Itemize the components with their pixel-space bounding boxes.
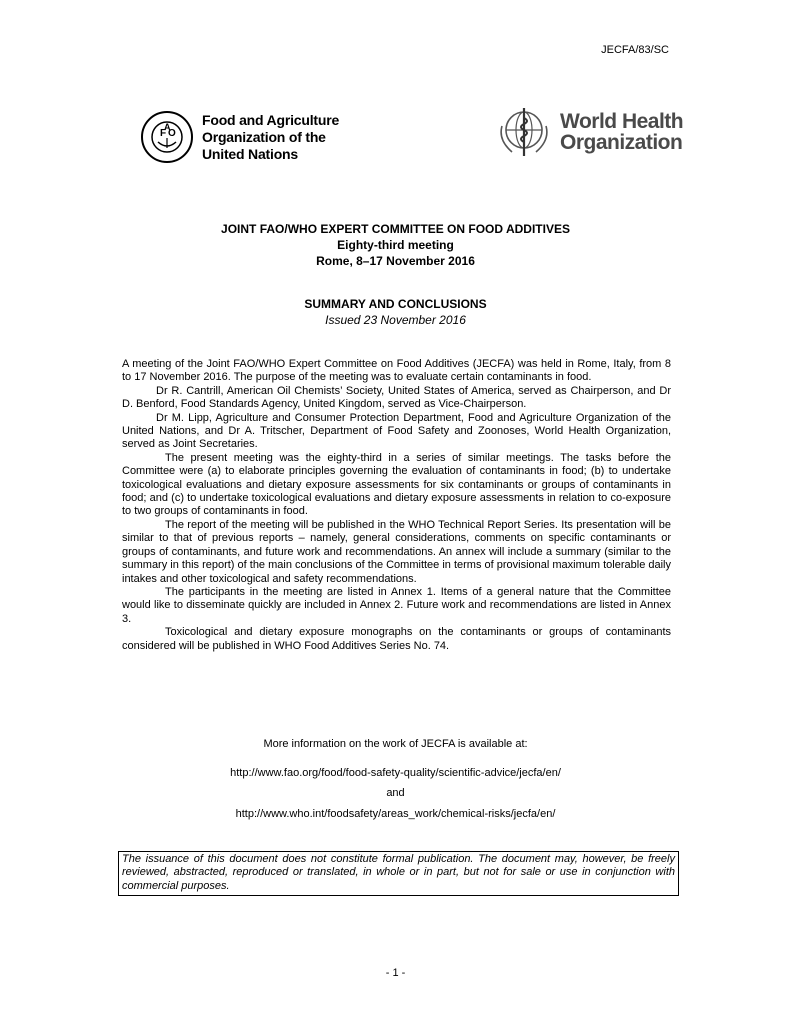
fao-name-line3: United Nations	[202, 145, 298, 162]
issued-date: Issued 23 November 2016	[325, 313, 466, 327]
who-jecfa-link[interactable]: http://www.who.int/foodsafety/areas_work/chemical-risks/jecfa/en/	[235, 808, 556, 820]
paragraph: A meeting of the Joint FAO/WHO Expert Committee on Food Additives (JECFA) was held in Rome, Italy, from 8 to 17 November 2016. The purpose of the meeting was to evaluate certain contaminants in food.	[122, 358, 671, 384]
more-info-intro: More information on the work of JECFA is available at:	[263, 738, 528, 750]
paragraph: The present meeting was the eighty-third in a series of similar meetings. The tasks before the Committee were (a) to elaborate principles governing the evaluation of contaminants in food; (b) to undertake toxicological evaluations and dietary exposure assessments for six contaminants or groups of contaminants in food; and (c) to undertake toxicological evaluations and dietary exposure assessments in relation to co-exposure to two groups of contaminants in food.	[122, 451, 671, 518]
paragraph: Toxicological and dietary exposure monographs on the contaminants or groups of contaminants considered will be published in WHO Food Additives Series No. 74.	[122, 626, 671, 652]
heading-line1: JOINT FAO/WHO EXPERT COMMITTEE ON FOOD ADDITIVES	[221, 222, 570, 236]
fao-logo	[140, 110, 339, 164]
fao-emblem-icon	[140, 110, 194, 164]
fao-name-line1: Food and Agriculture	[202, 111, 340, 128]
fao-name-line2: Organization of the	[202, 128, 326, 145]
who-logo	[494, 104, 683, 160]
paragraph: Dr R. Cantrill, American Oil Chemists’ Society, United States of America, served as Chairperson, and Dr D. Benford, Food Standards Agency, United Kingdom, served as Vice-Chairperson.	[122, 384, 671, 411]
disclaimer-box: The issuance of this document does not constitute formal publication. The document may, however, be freely reviewed, abstracted, reproduced or translated, in whole or in part, but not for sale or use in conjunction with commercial purposes.	[118, 851, 679, 896]
summary-heading	[0, 296, 791, 328]
who-name-line1: World Health	[560, 110, 684, 133]
paragraph: The report of the meeting will be published in the WHO Technical Report Series. Its presentation will be similar to that of previous reports – namely, general considerations, comments on specific contaminants or groups of contaminants, and future work and recommendations. An annex will include a summary (similar to the summary in this report) of the main conclusions of the Committee in terms of provisional maximum tolerable daily intakes and other toxicological and safety recommendations.	[122, 518, 671, 585]
committee-heading	[0, 221, 791, 269]
paragraph: The participants in the meeting are listed in Annex 1. Items of a general nature that the Committee would like to disseminate quickly are included in Annex 2. Future work and recommendations are listed in Annex 3.	[122, 585, 671, 625]
heading-line2: Eighty-third meeting	[337, 238, 454, 252]
fao-jecfa-link[interactable]: http://www.fao.org/food/food-safety-quality/scientific-advice/jecfa/en/	[230, 767, 561, 779]
paragraph: Dr M. Lipp, Agriculture and Consumer Protection Department, Food and Agriculture Organization of the United Nations, and Dr A. Tritscher, Department of Food Safety and Zoonoses, World Health Organization, served as Joint Secretaries.	[122, 411, 671, 451]
heading-line3: Rome, 8–17 November 2016	[316, 254, 475, 268]
svg-text:O: O	[168, 128, 176, 139]
svg-text:F: F	[160, 128, 167, 139]
and-text: and	[386, 787, 405, 799]
summary-title: SUMMARY AND CONCLUSIONS	[304, 297, 487, 311]
body-text	[122, 358, 671, 653]
who-emblem-icon	[494, 104, 554, 160]
document-code: JECFA/83/SC	[601, 44, 669, 56]
page-number: - 1 -	[385, 967, 406, 979]
svg-text:A: A	[164, 122, 171, 132]
who-name-line2: Organization	[560, 131, 683, 154]
